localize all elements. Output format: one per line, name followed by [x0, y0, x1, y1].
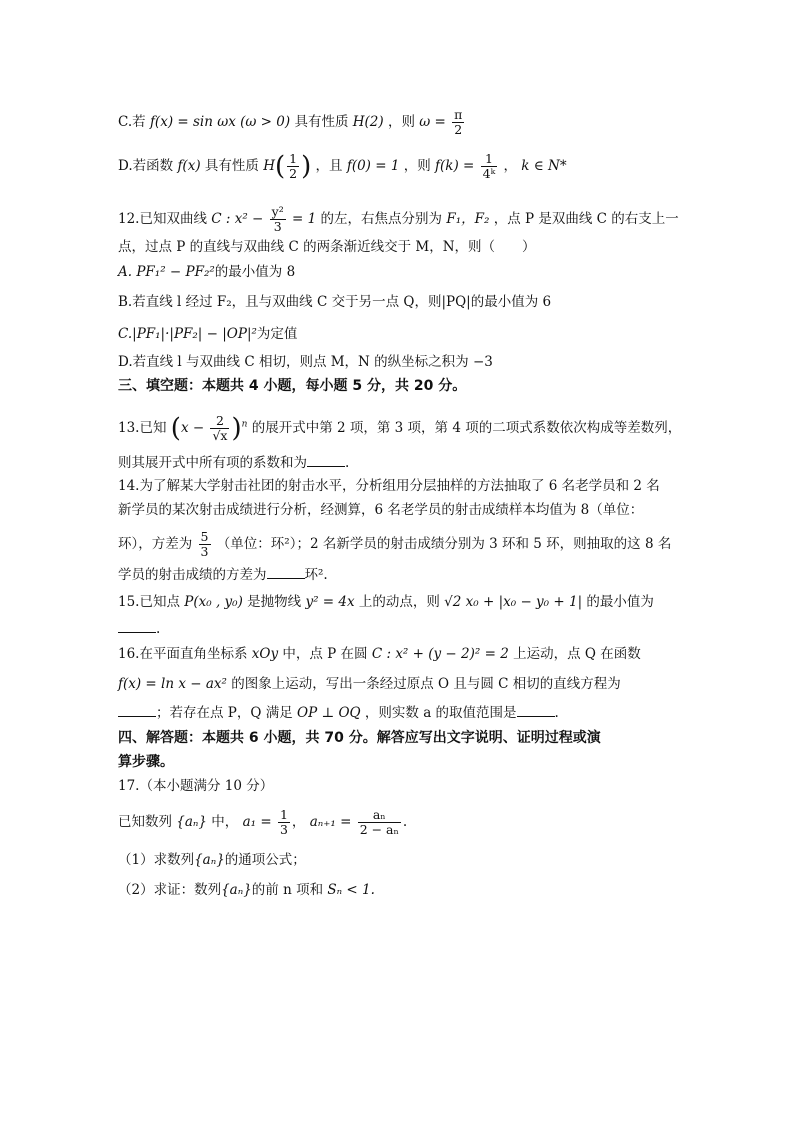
- fraction: $\frac{5}{3}$: [200, 529, 209, 559]
- q14-line3: 环），方差为 $\frac{5}{3}$ （单位：环²）；2 名新学员的射击成绩分别为 3 环和 5 环，则抽取的这 8 名: [118, 529, 672, 559]
- fraction: $\frac{1}{2}$: [289, 151, 298, 181]
- section-3-heading: 三、填空题：本题共 4 小题，每小题 5 分，共 20 分。: [118, 378, 467, 394]
- option-d: D.若函数 f(x) 具有性质 H( $\frac{1}{2}$ ) ，且 f(0) = 1 ，则 f(k) = $\frac{1}{\text{4ᵏ}}$ ， k ∈ N*: [118, 151, 567, 182]
- q14-line1: 14.为了解某大学射击社团的射击水平，分析组用分层抽样的方法抽取了 6 名老学员和 2 名: [118, 478, 660, 494]
- fraction: $\frac{\text{aₙ}}{\text{2 − aₙ}}$: [359, 807, 399, 837]
- q12-option-c: C.|PF₁|·|PF₂| − |OP|²为定值: [118, 326, 298, 342]
- fraction: $\frac{2}{√x}$: [212, 413, 228, 443]
- answer-blank: [118, 702, 156, 717]
- section-4-heading-line1: 四、解答题：本题共 6 小题，共 70 分。解答应写出文字说明、证明过程或演: [118, 730, 601, 746]
- q12-option-a: A. PF₁² − PF₂²的最小值为 8: [118, 264, 296, 280]
- q16-line2: f(x) = ln x − ax² 的图象上运动，写出一条经过原点 O 且与圆 C 相切的直线方程为: [118, 676, 621, 692]
- fraction: $\frac{\pi}{2}$: [454, 107, 463, 137]
- q12-option-b: B.若直线 l 经过 F₂，且与双曲线 C 交于另一点 Q，则|PQ|的最小值为 6: [118, 294, 552, 310]
- q14-line4: 学员的射击成绩的方差为 环².: [118, 564, 328, 585]
- q12-option-d: D.若直线 l 与双曲线 C 相切，则点 M，N 的纵坐标之积为 −3: [118, 354, 493, 370]
- answer-blank: [307, 452, 345, 467]
- q17-heading: 17.（本小题满分 10 分）: [118, 778, 274, 794]
- q14-line2: 新学员的某次射击成绩进行分析，经测算，6 名老学员的射击成绩样本均值为 8（单位：: [118, 502, 644, 518]
- q13-line2: 则其展开式中所有项的系数和为 .: [118, 452, 349, 473]
- q16-line1: 16.在平面直角坐标系 xOy 中，点 P 在圆 C : x² + (y − 2)² = 2 上运动，点 Q 在函数: [118, 646, 641, 662]
- fraction: $\frac{\text{y²}}{3}$: [271, 204, 284, 234]
- q17-part1: （1）求数列{aₙ}的通项公式；: [118, 852, 306, 868]
- q12-line2: 点，过点 P 的直线与双曲线 C 的两条渐近线交于 M，N，则（ ）: [118, 239, 536, 255]
- answer-blank: [267, 564, 305, 579]
- q15-line2: .: [118, 618, 160, 639]
- q16-line3: ；若存在点 P，Q 满足 OP ⊥ OQ ，则实数 a 的取值范围是 .: [118, 702, 559, 723]
- q17-part2: （2）求证：数列{aₙ}的前 n 项和 Sₙ < 1.: [118, 882, 375, 898]
- answer-blank: [517, 702, 555, 717]
- answer-blank: [118, 618, 156, 633]
- q13-line1: 13.已知 (x − $\frac{2}{√x}$ )$^n$ 的展开式中第 2 项，第 3 项，第 4 项的二项式系数依次构成等差数列，: [118, 413, 682, 444]
- fraction: $\frac{1}{3}$: [279, 807, 288, 837]
- section-4-heading-line2: 算步骤。: [118, 754, 174, 770]
- fraction: $\frac{1}{\text{4ᵏ}}$: [482, 151, 496, 181]
- q15-line1: 15.已知点 P(x₀ , y₀) 是抛物线 y² = 4x 上的动点，则 √2 x₀ + |x₀ − y₀ + 1| 的最小值为: [118, 594, 654, 610]
- q17-given: 已知数列 {aₙ} 中， a₁ = $\frac{1}{3}$ ， aₙ₊₁ = $\frac{\text{aₙ}}{\text{2 − aₙ}}$ .: [118, 807, 408, 837]
- q12-line1: 12.已知双曲线 C : x² − $\frac{\text{y²}}{3}$ = 1 的左，右焦点分别为 F₁，F₂ ，点 P 是双曲线 C 的右支上一: [118, 204, 679, 234]
- option-c: C.若 f(x) = sin ωx (ω > 0) 具有性质 H(2) ，则 ω = $\frac{\pi}{2}$: [118, 107, 463, 137]
